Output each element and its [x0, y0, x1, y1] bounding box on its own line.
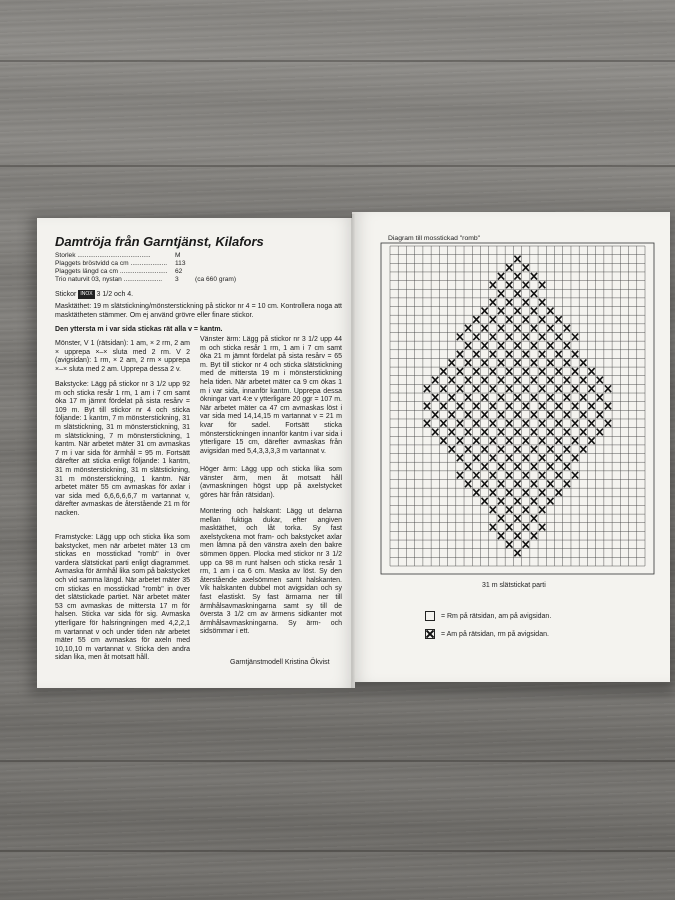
cross-stitch-mark: [440, 420, 446, 427]
cross-stitch-mark: [580, 446, 586, 453]
cross-stitch-mark: [531, 411, 537, 418]
cross-stitch-mark: [539, 455, 545, 462]
gauge-text: Masktäthet: 19 m slätstickning/mönsterstickning på stickor nr 4 = 10 cm. Kontrollera noga att masktätheten stämmer. Om ej använd grövre eller finare stickor.: [55, 303, 342, 319]
cross-stitch-mark: [572, 333, 578, 340]
cross-stitch-mark: [539, 506, 545, 513]
cross-stitch-mark: [498, 377, 504, 384]
cross-stitch-mark: [564, 342, 570, 349]
cross-stitch-mark: [498, 429, 504, 436]
cross-stitch-mark: [580, 394, 586, 401]
cross-stitch-mark: [539, 368, 545, 375]
chart-caption: 31 m slätstickat parti: [482, 582, 546, 589]
needles-label: Stickor: [55, 291, 77, 299]
cross-stitch-mark: [547, 308, 553, 315]
cross-stitch-mark: [547, 446, 553, 453]
cross-stitch-mark: [465, 359, 471, 366]
cross-stitch-mark: [597, 411, 603, 418]
cross-stitch-mark: [473, 385, 479, 392]
cross-stitch-mark: [523, 368, 529, 375]
cross-stitch-mark: [498, 411, 504, 418]
cross-stitch-mark: [498, 481, 504, 488]
spec-value: 62: [175, 268, 183, 275]
cross-stitch-mark: [473, 333, 479, 340]
cross-stitch-mark: [481, 377, 487, 384]
cross-stitch-mark: [465, 429, 471, 436]
cross-stitch-mark: [539, 437, 545, 444]
spec-row: [55, 268, 325, 276]
cross-stitch-mark: [597, 429, 603, 436]
cross-stitch-mark: [498, 463, 504, 470]
cross-stitch-mark: [457, 472, 463, 479]
cross-stitch-mark: [531, 446, 537, 453]
cross-stitch-mark: [514, 515, 520, 522]
edge-stitch-rule: Den yttersta m i var sida stickas rät alla v = kantm.: [55, 326, 223, 333]
cross-stitch-mark: [514, 446, 520, 453]
cross-stitch-mark: [523, 316, 529, 323]
cross-stitch-mark: [523, 437, 529, 444]
cross-stitch-mark: [531, 359, 537, 366]
assembly-text: Montering och halskant: Lägg ut delarna mellan fuktiga dukar, efter angiven masktäthet, och låt torka. Sy fast axelstyckena mot fram- och bakstycket axlar men lämna på den vänstra axeln den bakre sömmen öppen. Plocka med stickor nr 3 1/2 upp ca 98 m runt halsen och sticka resår 1 rm, 1 am i ca 6 cm. Maska av löst. Sy den återstående axelsömmen samt halskanten. Vik halskanten dubbel mot avigsidan och sy fast elastiskt. Sy fast ärmarna ner till ärmhålsavmaskningarna samt sy till de översta 3 1/2 cm av ärmens sidkanter mot ärmhålsavmaskningarna. Sy ärm- och sidsömmar i ett.: [200, 508, 342, 636]
cross-stitch-mark: [506, 351, 512, 358]
cross-stitch-mark: [449, 359, 455, 366]
cross-stitch-mark: [588, 403, 594, 410]
cross-stitch-mark: [424, 385, 430, 392]
cross-stitch-mark: [514, 394, 520, 401]
cross-stitch-mark: [457, 437, 463, 444]
cross-stitch-mark: [547, 342, 553, 349]
cross-stitch-mark: [523, 385, 529, 392]
needles-value: 3 1/2 och 4.: [96, 291, 134, 299]
cross-stitch-mark: [556, 489, 562, 496]
cross-stitch-mark: [481, 394, 487, 401]
inox-logo: INOX: [80, 291, 93, 297]
cross-stitch-mark: [506, 368, 512, 375]
cross-stitch-mark: [490, 333, 496, 340]
cross-stitch-mark: [473, 420, 479, 427]
cross-stitch-mark: [440, 437, 446, 444]
cross-stitch-mark: [539, 385, 545, 392]
cross-stitch-mark: [572, 368, 578, 375]
cross-stitch-mark: [498, 325, 504, 332]
cross-stitch-mark: [449, 394, 455, 401]
cross-stitch-mark: [490, 420, 496, 427]
cross-stitch-mark: [490, 524, 496, 531]
cross-stitch-mark: [572, 437, 578, 444]
cross-stitch-mark: [481, 359, 487, 366]
cross-stitch-mark: [465, 342, 471, 349]
cross-stitch-mark: [457, 385, 463, 392]
spec-value: M: [175, 252, 181, 259]
cross-stitch-mark: [564, 429, 570, 436]
cross-stitch-mark: [514, 290, 520, 297]
cross-stitch-mark: [523, 455, 529, 462]
cross-stitch-mark: [572, 455, 578, 462]
cross-stitch-mark: [473, 403, 479, 410]
cross-stitch-mark: [531, 463, 537, 470]
cross-stitch-mark: [498, 515, 504, 522]
cross-stitch-mark: [564, 411, 570, 418]
cross-stitch-mark: [506, 333, 512, 340]
cross-stitch-mark: [531, 429, 537, 436]
front-piece-text: Framstycke: Lägg upp och sticka lika som bakstycket, men när arbetet mäter 13 cm stickas en mosstickad "romb" in över vardera slätstickat parti enligt diagrammet. Avmaska för ärmhål lika som på bakstycket och vid samma längd. När arbetet mäter 35 cm stickas en mosstickad "romb" in över det slätstickade partiet. När arbetet mäter 53 cm avmaskas de mittersta 17 m för halsen. Sticka var sida för sig. Avmaska ytterligare för halsringningen med 4,2,2,1 m vartannat v och under tiden när arbetet mäter 55 cm avmaskas för axeln med 10,10,10 m vartannat v. Sticka den andra sidan lika, men åt motsatt håll.: [55, 534, 190, 662]
cross-stitch-mark: [556, 333, 562, 340]
cross-stitch-mark: [432, 429, 438, 436]
cross-stitch-mark: [531, 290, 537, 297]
cross-stitch-mark: [514, 342, 520, 349]
cross-stitch-mark: [564, 446, 570, 453]
spec-label: Storlek ........................................: [55, 252, 151, 259]
cross-stitch-mark: [514, 532, 520, 539]
cross-stitch-mark: [473, 437, 479, 444]
cross-stitch-mark: [556, 472, 562, 479]
cross-stitch-mark: [465, 446, 471, 453]
cross-stitch-mark: [473, 368, 479, 375]
cross-stitch-mark: [514, 498, 520, 505]
cross-stitch-mark: [440, 368, 446, 375]
cross-stitch-mark: [506, 282, 512, 289]
cross-stitch-mark: [580, 411, 586, 418]
cross-stitch-mark: [572, 385, 578, 392]
cross-stitch-mark: [564, 377, 570, 384]
cross-stitch-mark: [547, 325, 553, 332]
designer-credit: Garntjänstmodell Kristina Ökvist: [230, 659, 330, 666]
cross-stitch-mark: [506, 489, 512, 496]
cross-stitch-mark: [588, 368, 594, 375]
cross-stitch-mark: [523, 351, 529, 358]
spec-value: 113: [175, 260, 186, 267]
cross-square-icon: [425, 629, 435, 639]
cross-stitch-mark: [490, 472, 496, 479]
cross-stitch-mark: [564, 394, 570, 401]
cross-stitch-mark: [498, 308, 504, 315]
cross-stitch-mark: [473, 316, 479, 323]
cross-stitch-mark: [531, 532, 537, 539]
cross-stitch-mark: [457, 351, 463, 358]
cross-stitch-mark: [547, 411, 553, 418]
cross-stitch-mark: [572, 403, 578, 410]
cross-stitch-mark: [547, 463, 553, 470]
cross-stitch-mark: [556, 316, 562, 323]
cross-stitch-mark: [490, 299, 496, 306]
cross-stitch-mark: [556, 437, 562, 444]
cross-stitch-mark: [457, 420, 463, 427]
spec-row: [55, 276, 325, 284]
cross-stitch-mark: [506, 472, 512, 479]
cross-stitch-mark: [424, 403, 430, 410]
cross-stitch-mark: [506, 524, 512, 531]
cross-stitch-mark: [490, 455, 496, 462]
cross-stitch-mark: [580, 429, 586, 436]
cross-stitch-mark: [514, 411, 520, 418]
cross-stitch-mark: [481, 463, 487, 470]
spec-row: [55, 260, 325, 268]
cross-stitch-mark: [539, 299, 545, 306]
cross-stitch-mark: [531, 377, 537, 384]
cross-stitch-mark: [465, 325, 471, 332]
cross-stitch-mark: [523, 420, 529, 427]
cross-stitch-mark: [531, 325, 537, 332]
cross-stitch-mark: [506, 437, 512, 444]
cross-stitch-mark: [498, 394, 504, 401]
cross-stitch-mark: [556, 403, 562, 410]
cross-stitch-mark: [514, 325, 520, 332]
cross-stitch-mark: [556, 420, 562, 427]
cross-stitch-mark: [457, 333, 463, 340]
legend-cross-text: = Am på rätsidan, rm på avigsidan.: [440, 630, 549, 638]
cross-stitch-mark: [481, 325, 487, 332]
cross-stitch-mark: [539, 316, 545, 323]
cross-stitch-mark: [564, 481, 570, 488]
cross-stitch-mark: [580, 359, 586, 366]
cross-stitch-mark: [457, 368, 463, 375]
needles-line: [55, 290, 342, 300]
cross-stitch-mark: [424, 420, 430, 427]
cross-stitch-mark: [547, 377, 553, 384]
cross-stitch-mark: [514, 359, 520, 366]
cross-stitch-mark: [498, 273, 504, 280]
cross-stitch-mark: [481, 342, 487, 349]
cross-stitch-mark: [465, 481, 471, 488]
right-sleeve-text: Höger ärm: Lägg upp och sticka lika som vänster ärm, men åt motsatt håll (avmaskningen högst upp på axelstycket göres här från rätsidan).: [200, 466, 342, 499]
cross-stitch-mark: [449, 411, 455, 418]
left-sleeve-text: Vänster ärm: Lägg på stickor nr 3 1/2 upp 44 m och sticka resår 1 rm, 1 am i 7 cm samt öka 21 m jämnt fördelat på sista resårv = 65 m. Byt till stickor nr 4 och sticka slätstickning med de mittersta 19 m i mönsterstickning hela tiden. När arbetet mäter ca 9 cm ökas 1 m i var sida, innanför kantm. Upprepa dessa ökningar vart 4:e v ytterligare 20 ggr = 107 m. När arbetet mäter ca 47 cm avmaskas löst i var sida med 14,14,15 m vartannat v = 21 m kvar för sadel. Fortsätt sticka mönsterstickningen innanför kantm i var sida i ytterligare 15 cm, därefter avmaskas från avigsidan med 5,4,3,3,3,3 m vartannat v.: [200, 336, 343, 455]
cross-stitch-mark: [498, 446, 504, 453]
cross-stitch-mark: [481, 498, 487, 505]
cross-stitch-mark: [531, 342, 537, 349]
cross-stitch-mark: [465, 411, 471, 418]
cross-stitch-mark: [465, 377, 471, 384]
cross-stitch-mark: [605, 420, 611, 427]
cross-stitch-mark: [556, 455, 562, 462]
empty-square-icon: [425, 611, 435, 621]
cross-stitch-mark: [523, 403, 529, 410]
pattern-stitch-text: Mönster, V 1 (rätsidan): 1 am, × 2 rm, 2 am × upprepa ×–× sluta med 2 rm. V 2 (avigsidan): 1 rm, × 2 am, 2 rm × upprepa ×–× sluta med 2 am. Upprepa dessa 2 v.: [55, 340, 190, 373]
cross-stitch-mark: [498, 342, 504, 349]
cross-stitch-mark: [539, 282, 545, 289]
cross-stitch-mark: [514, 463, 520, 470]
cross-stitch-mark: [490, 282, 496, 289]
legend-empty-text: = Rm på rätsidan, am på avigsidan.: [440, 612, 552, 620]
spec-label: Plaggets bröstvidd ca cm ....................: [55, 260, 168, 267]
cross-stitch-mark: [498, 498, 504, 505]
cross-stitch-mark: [490, 489, 496, 496]
cross-stitch-mark: [514, 256, 520, 263]
cross-stitch-mark: [531, 481, 537, 488]
cross-stitch-mark: [498, 359, 504, 366]
cross-stitch-mark: [523, 541, 529, 548]
cross-stitch-mark: [564, 359, 570, 366]
cross-stitch-mark: [531, 515, 537, 522]
cross-stitch-mark: [547, 394, 553, 401]
cross-stitch-mark: [465, 463, 471, 470]
cross-stitch-mark: [506, 403, 512, 410]
cross-stitch-mark: [556, 368, 562, 375]
cross-stitch-mark: [457, 403, 463, 410]
cross-stitch-mark: [547, 498, 553, 505]
rhombus-chart: [380, 242, 655, 575]
cross-stitch-mark: [564, 325, 570, 332]
cross-stitch-mark: [473, 351, 479, 358]
cross-stitch-mark: [572, 351, 578, 358]
cross-stitch-mark: [481, 481, 487, 488]
cross-stitch-mark: [514, 481, 520, 488]
cross-stitch-mark: [556, 351, 562, 358]
cross-stitch-mark: [490, 403, 496, 410]
cross-stitch-mark: [481, 411, 487, 418]
legend-empty: [425, 611, 551, 621]
spec-label: Trio naturvit 03, nystan .....................: [55, 276, 163, 283]
cross-stitch-mark: [490, 385, 496, 392]
cross-stitch-mark: [440, 385, 446, 392]
cross-stitch-mark: [457, 455, 463, 462]
spec-extra: (ca 660 gram): [195, 276, 237, 283]
cross-stitch-mark: [539, 489, 545, 496]
cross-stitch-mark: [547, 429, 553, 436]
cross-stitch-mark: [449, 446, 455, 453]
cross-stitch-mark: [588, 420, 594, 427]
cross-stitch-mark: [539, 333, 545, 340]
cross-stitch-mark: [539, 403, 545, 410]
cross-stitch-mark: [523, 333, 529, 340]
spec-label: Plaggets längd ca cm ..........................: [55, 268, 168, 275]
cross-stitch-mark: [473, 472, 479, 479]
cross-stitch-mark: [432, 411, 438, 418]
cross-stitch-mark: [506, 420, 512, 427]
cross-stitch-mark: [514, 273, 520, 280]
legend-cross: [425, 629, 549, 639]
pattern-title: Damtröja från Garntjänst, Kilafors: [55, 234, 264, 249]
cross-stitch-mark: [547, 481, 553, 488]
cross-stitch-mark: [490, 437, 496, 444]
cross-stitch-mark: [481, 308, 487, 315]
cross-stitch-mark: [432, 394, 438, 401]
cross-stitch-mark: [523, 489, 529, 496]
cross-stitch-mark: [580, 377, 586, 384]
cross-stitch-mark: [506, 299, 512, 306]
spec-row: [55, 252, 325, 260]
cross-stitch-mark: [531, 498, 537, 505]
cross-stitch-mark: [506, 455, 512, 462]
diagram-title: Diagram till mosstickad "romb": [388, 235, 481, 242]
cross-stitch-mark: [506, 506, 512, 513]
cross-stitch-mark: [481, 446, 487, 453]
cross-stitch-mark: [481, 429, 487, 436]
cross-stitch-mark: [514, 429, 520, 436]
book-gutter: [351, 214, 355, 688]
back-piece-text: Bakstycke: Lägg på stickor nr 3 1/2 upp 92 m och sticka resår 1 rm, 1 am i 7 cm samt öka 17 m jämnt fördelat på sista resårv = 109 m. Byt till stickor nr 4 och sticka följande: 1 kantm, 7 m mönsterstickning, 31 m slätstickning, 31 m mönsterstickning, 31 m slätstickning, 7 m mönsterstickning, 1 kantm. När arbetet mäter 31 cm avmaskas 7 m i var sida för ärmhål = 95 m. Fortsätt därefter att sticka enligt följande: 1 kantm, 31 m mönsterstickning, 31 m slätstickning, 31 m mönsterstickning, 1 kantm. När arbetet mäter 55 cm avmaskas för axlar i var sida med 6,6,6,6,6,7 m vartannat v, därefter avmaskas de återstående 21 m för nacken.: [55, 381, 191, 517]
cross-stitch-mark: [490, 368, 496, 375]
cross-stitch-mark: [506, 316, 512, 323]
cross-stitch-mark: [498, 290, 504, 297]
cross-stitch-mark: [449, 429, 455, 436]
cross-stitch-mark: [531, 394, 537, 401]
cross-stitch-mark: [588, 437, 594, 444]
spec-value: 3: [175, 276, 179, 283]
cross-stitch-mark: [539, 420, 545, 427]
cross-stitch-mark: [490, 351, 496, 358]
cross-stitch-mark: [449, 377, 455, 384]
cross-stitch-mark: [523, 299, 529, 306]
cross-stitch-mark: [556, 385, 562, 392]
cross-stitch-mark: [523, 506, 529, 513]
cross-stitch-mark: [514, 550, 520, 557]
cross-stitch-mark: [523, 264, 529, 271]
cross-stitch-mark: [572, 472, 578, 479]
cross-stitch-mark: [588, 385, 594, 392]
cross-stitch-mark: [564, 463, 570, 470]
cross-stitch-mark: [547, 359, 553, 366]
cross-stitch-mark: [523, 472, 529, 479]
cross-stitch-mark: [531, 273, 537, 280]
cross-stitch-mark: [572, 420, 578, 427]
cross-stitch-mark: [523, 524, 529, 531]
cross-stitch-mark: [490, 316, 496, 323]
cross-stitch-mark: [432, 377, 438, 384]
cross-stitch-mark: [597, 377, 603, 384]
cross-stitch-mark: [498, 532, 504, 539]
cross-stitch-mark: [539, 524, 545, 531]
cross-stitch-mark: [506, 385, 512, 392]
cross-stitch-mark: [473, 489, 479, 496]
cross-stitch-mark: [514, 377, 520, 384]
cross-stitch-mark: [597, 394, 603, 401]
cross-stitch-mark: [539, 351, 545, 358]
cross-stitch-mark: [531, 308, 537, 315]
cross-stitch-mark: [490, 506, 496, 513]
cross-stitch-mark: [506, 541, 512, 548]
cross-stitch-mark: [605, 385, 611, 392]
cross-stitch-mark: [605, 403, 611, 410]
cross-stitch-mark: [514, 308, 520, 315]
cross-stitch-mark: [539, 472, 545, 479]
cross-stitch-mark: [506, 264, 512, 271]
cross-stitch-mark: [523, 282, 529, 289]
cross-stitch-mark: [473, 455, 479, 462]
cross-stitch-mark: [465, 394, 471, 401]
cross-stitch-mark: [440, 403, 446, 410]
